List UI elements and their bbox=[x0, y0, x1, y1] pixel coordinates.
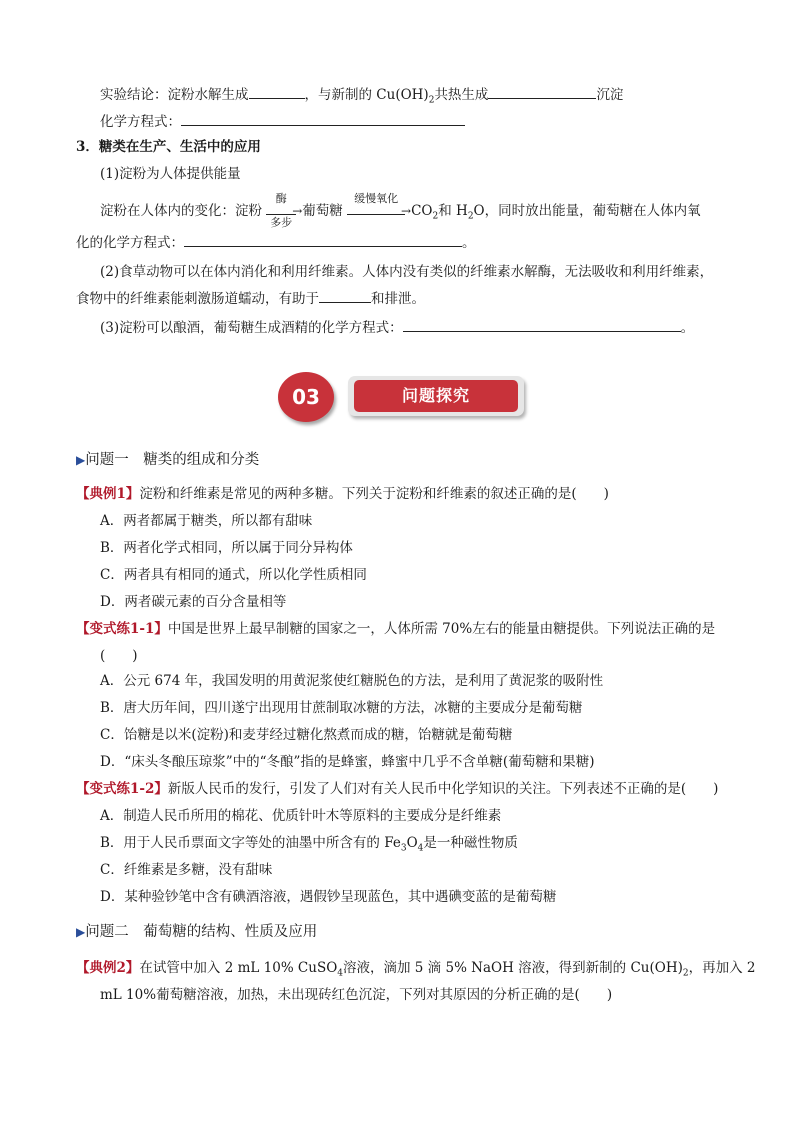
example-2-line-1: 【典例2】在试管中加入 2 mL 10% CuSO$_4$溶液，滴加 5 滴 5% NaOH 溶液，得到新制的 $Cu(OH)_2$，再加入 2 bbox=[76, 960, 756, 979]
oxidation-equation-line: 化的化学方程式： 。 bbox=[76, 232, 476, 253]
option: A．两者都属于糖类，所以都有甜味 bbox=[100, 513, 313, 529]
experiment-conclusion: 实验结论：淀粉水解生成 ，与新制的 $Cu(OH)_2$共热生成 沉淀 bbox=[100, 84, 623, 111]
equation-line: 化学方程式： bbox=[100, 111, 465, 132]
problem-1-heading: ▶问题一 糖类的组成和分类 bbox=[76, 452, 260, 468]
reaction-arrow: 酶 → 多步 bbox=[266, 201, 296, 221]
starch-change-line: 淀粉在人体内的变化：淀粉 酶 → 多步 葡萄糖 缓慢氧化 $\to CO_2$和 $H_2O$，同时放出能量，葡萄糖在人体内氧 bbox=[100, 201, 701, 227]
answer-blank bbox=[181, 111, 465, 126]
variant-1-1-stem: 【变式练1-1】中国是世界上最早制糖的国家之一，人体所需 70%左右的能量由糖提供。下列说法正确的是 bbox=[76, 621, 716, 637]
answer-blank bbox=[403, 317, 681, 332]
answer-blank bbox=[319, 288, 371, 303]
item-3-line: (3)淀粉可以酿酒，葡萄糖生成酒精的化学方程式： 。 bbox=[100, 317, 694, 338]
triangle-icon: ▶ bbox=[76, 925, 86, 939]
option: C．纤维素是多糖，没有甜味 bbox=[100, 862, 273, 878]
answer-paren: ( ) bbox=[100, 648, 138, 664]
item-1-title: (1)淀粉为人体提供能量 bbox=[100, 166, 241, 182]
triangle-icon: ▶ bbox=[76, 453, 86, 467]
option: C．饴糖是以米(淀粉)和麦芽经过糖化熬煮而成的糖，饴糖就是葡萄糖 bbox=[100, 727, 513, 743]
item-2-line-1: (2)食草动物可以在体内消化和利用纤维素。人体内没有类似的纤维素水解酶，无法吸收和利用纤维素， bbox=[100, 264, 714, 280]
section-banner bbox=[278, 372, 528, 422]
answer-blank bbox=[184, 232, 462, 247]
option: A．公元 674 年，我国发明的用黄泥浆使红糖脱色的方法，是利用了黄泥浆的吸附性 bbox=[100, 673, 604, 689]
example-2-line-2: mL 10%葡萄糖溶液，加热，未出现砖红色沉淀，下列对其原因的分析正确的是( ) bbox=[100, 987, 613, 1003]
reaction-arrow: 缓慢氧化 → bbox=[347, 201, 405, 221]
problem-2-heading: ▶问题二 葡萄糖的结构、性质及应用 bbox=[76, 924, 318, 940]
option: C．两者具有相同的通式，所以化学性质相同 bbox=[100, 567, 367, 583]
option: D．两者碳元素的百分含量相等 bbox=[100, 594, 287, 610]
section-heading: 3．糖类在生产、生活中的应用 bbox=[76, 139, 261, 155]
answer-blank bbox=[488, 84, 596, 99]
variant-1-2-stem: 【变式练1-2】新版人民币的发行，引发了人们对有关人民币中化学知识的关注。下列表述不正确的是( ) bbox=[76, 781, 719, 797]
answer-blank bbox=[249, 84, 305, 99]
banner-number: 03 bbox=[278, 372, 334, 422]
option: B．两者化学式相同，所以属于同分异构体 bbox=[100, 540, 353, 556]
banner-title: 问题探究 bbox=[354, 380, 518, 412]
option: D．“床头冬酿压琼浆”中的“冬酿”指的是蜂蜜，蜂蜜中几乎不含单糖(葡萄糖和果糖) bbox=[100, 754, 595, 770]
banner-bar bbox=[348, 376, 524, 416]
item-2-line-2: 食物中的纤维素能刺激肠道蠕动，有助于 和排泄。 bbox=[76, 288, 425, 309]
option: D．某种验钞笔中含有碘酒溶液，遇假钞呈现蓝色，其中遇碘变蓝的是葡萄糖 bbox=[100, 889, 557, 905]
option: A．制造人民币所用的棉花、优质针叶木等原料的主要成分是纤维素 bbox=[100, 808, 502, 824]
option: B．唐大历年间，四川遂宁出现用甘蔗制取冰糖的方法，冰糖的主要成分是葡萄糖 bbox=[100, 700, 583, 716]
option: B．用于人民币票面文字等处的油墨中所含有的 $Fe_3O_4$是一种磁性物质 bbox=[100, 835, 518, 854]
example-1-stem: 【典例1】淀粉和纤维素是常见的两种多糖。下列关于淀粉和纤维素的叙述正确的是( ) bbox=[76, 486, 609, 502]
